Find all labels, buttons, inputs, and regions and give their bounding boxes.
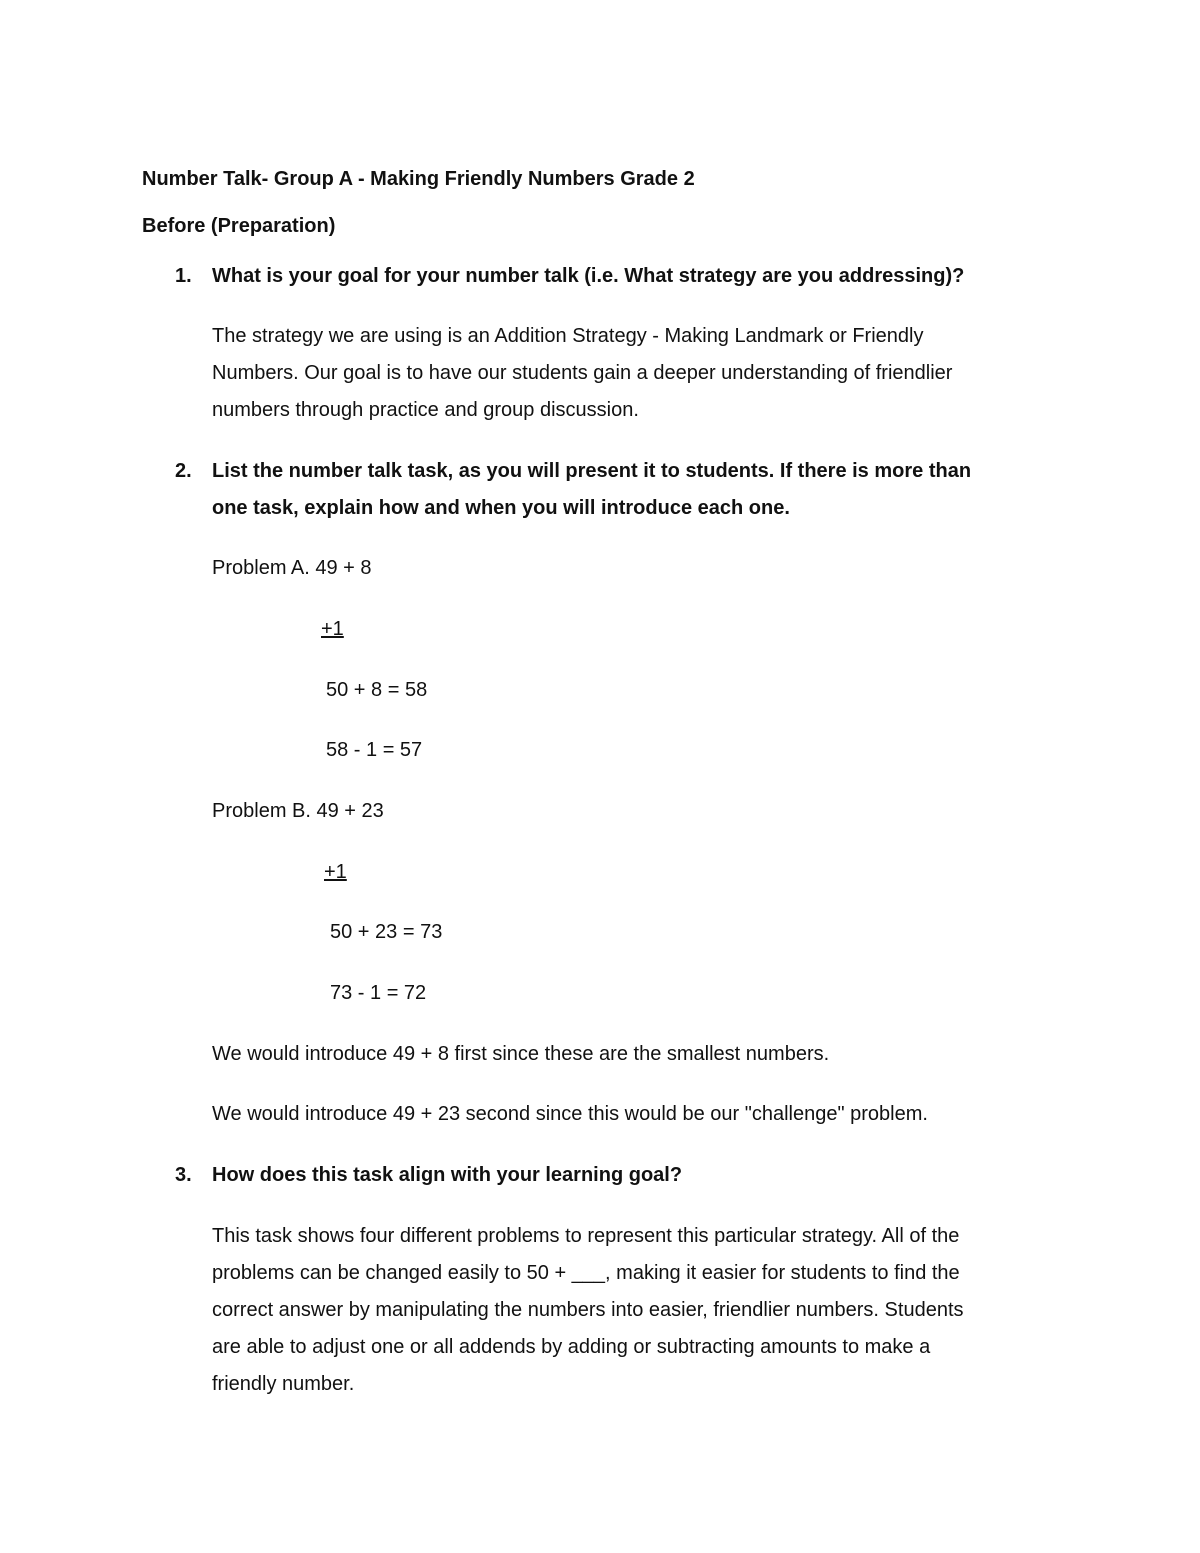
question-number: 1.: [175, 265, 192, 287]
problem-a-label: Problem A. 49 + 8: [212, 557, 372, 579]
problem-a-step2: 58 - 1 = 57: [326, 739, 423, 761]
question-prompt: How does this task align with your learning goal?: [212, 1164, 683, 1186]
answer-line: Numbers. Our goal is to have our students gain a deeper understanding of friendlier: [212, 362, 953, 384]
answer-line: The strategy we are using is an Addition Strategy - Making Landmark or Friendly: [212, 325, 924, 347]
section-heading: Before (Preparation): [142, 215, 336, 237]
problem-b-adjust: +1: [324, 861, 347, 883]
question-number: 3.: [175, 1164, 192, 1186]
document-title: Number Talk- Group A - Making Friendly Numbers Grade 2: [142, 168, 695, 190]
answer-line: numbers through practice and group discussion.: [212, 399, 639, 421]
question-prompt-line: one task, explain how and when you will introduce each one.: [212, 497, 790, 519]
problem-a-adjust: +1: [321, 618, 344, 640]
problem-b-label: Problem B. 49 + 23: [212, 800, 384, 822]
answer-line: are able to adjust one or all addends by adding or subtracting amounts to make a: [212, 1336, 931, 1358]
answer-line: This task shows four different problems to represent this particular strategy. All of the: [212, 1225, 960, 1247]
problem-b-step1: 50 + 23 = 73: [330, 921, 443, 943]
question-prompt-line: List the number talk task, as you will present it to students. If there is more than: [212, 460, 972, 482]
question-prompt: What is your goal for your number talk (i.e. What strategy are you addressing)?: [212, 265, 965, 287]
answer-line: correct answer by manipulating the numbers into easier, friendlier numbers. Students: [212, 1299, 964, 1321]
answer-line: problems can be changed easily to 50 + ___, making it easier for students to find the: [212, 1262, 960, 1284]
question-number: 2.: [175, 460, 192, 482]
order-note: We would introduce 49 + 8 first since these are the smallest numbers.: [212, 1043, 830, 1065]
order-note: We would introduce 49 + 23 second since this would be our "challenge" problem.: [212, 1103, 928, 1125]
problem-a-step1: 50 + 8 = 58: [326, 679, 428, 701]
answer-line: friendly number.: [212, 1373, 355, 1395]
problem-b-step2: 73 - 1 = 72: [330, 982, 427, 1004]
